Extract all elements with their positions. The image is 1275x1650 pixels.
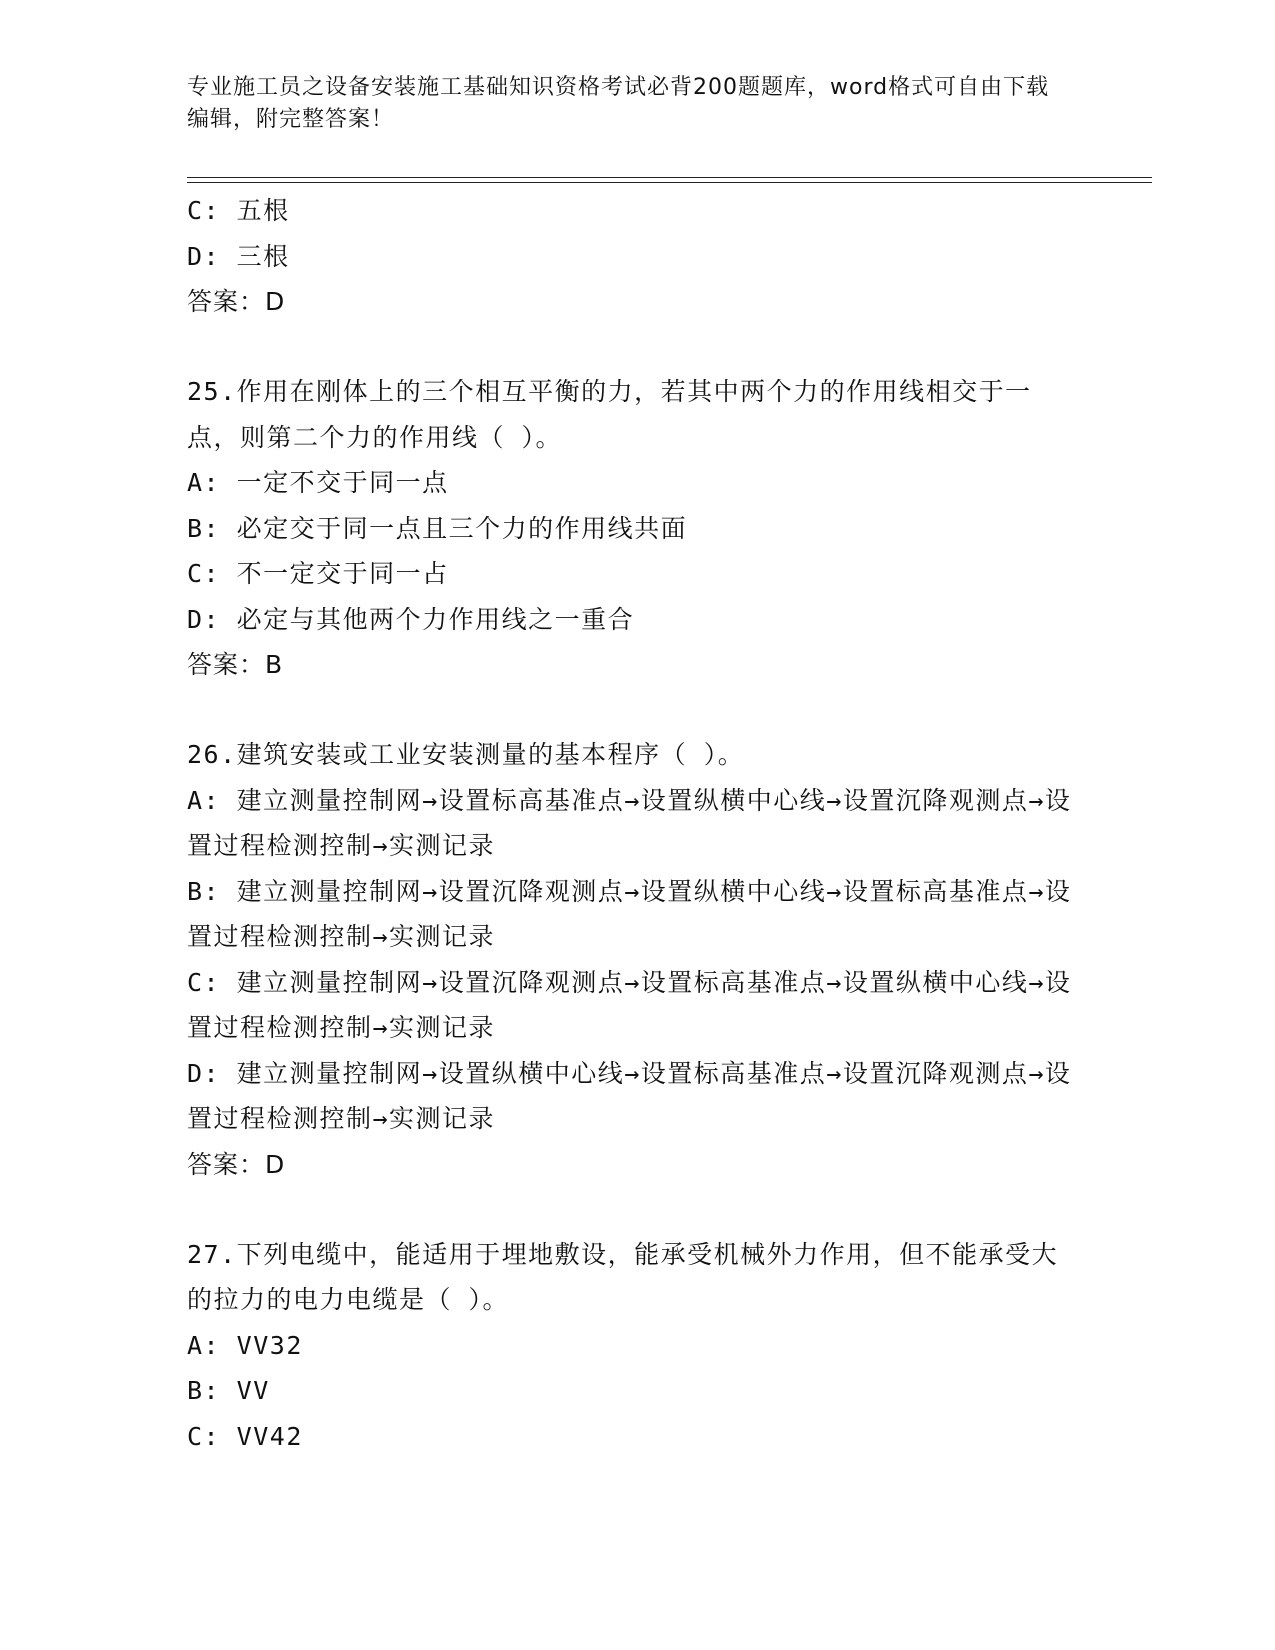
option-label: C: bbox=[187, 196, 221, 225]
option-b bbox=[187, 869, 1077, 960]
option-text: VV32 bbox=[236, 1330, 303, 1360]
option-a bbox=[187, 778, 1077, 869]
answer-line: 答案：D bbox=[187, 287, 286, 316]
option-label: C: bbox=[187, 559, 221, 588]
option-label: B: bbox=[187, 876, 221, 906]
option-c bbox=[187, 188, 1077, 234]
option-text: 必定与其他两个力作用线之一重合 bbox=[236, 604, 635, 634]
option-a bbox=[187, 460, 1077, 506]
option-text: VV42 bbox=[236, 1421, 303, 1451]
option-d bbox=[187, 234, 1077, 280]
option-text: 五根 bbox=[236, 196, 290, 225]
option-text: 三根 bbox=[236, 241, 290, 271]
option-text: 建立测量控制网→设置沉降观测点→设置纵横中心线→设置标高基准点→设置过程检测控制→实测记录 bbox=[187, 876, 1072, 951]
option-label: A: bbox=[187, 1330, 221, 1360]
option-text: 建立测量控制网→设置纵横中心线→设置标高基准点→设置沉降观测点→设置过程检测控制→实测记录 bbox=[187, 1058, 1072, 1133]
prev-question-options bbox=[187, 188, 1077, 325]
document-header: 专业施工员之设备安装施工基础知识资格考试必背200题题库，word格式可自由下载编辑，附完整答案！ bbox=[187, 75, 1050, 132]
question-stem: 26.建筑安装或工业安装测量的基本程序（ ）。 bbox=[187, 740, 745, 769]
option-b bbox=[187, 506, 1077, 552]
answer-line: 答案：B bbox=[187, 650, 284, 679]
option-d bbox=[187, 597, 1077, 643]
answer-line: 答案：D bbox=[187, 1149, 286, 1179]
option-label: B: bbox=[187, 1376, 221, 1405]
question-25 bbox=[187, 369, 1077, 688]
document-body bbox=[187, 188, 1077, 1459]
question-27 bbox=[187, 1232, 1077, 1460]
option-text: 建立测量控制网→设置沉降观测点→设置标高基准点→设置纵横中心线→设置过程检测控制→实测记录 bbox=[187, 967, 1072, 1042]
option-label: D: bbox=[187, 241, 221, 271]
option-label: A: bbox=[187, 785, 221, 815]
option-label: A: bbox=[187, 468, 221, 497]
option-label: B: bbox=[187, 513, 221, 543]
option-c bbox=[187, 960, 1077, 1051]
option-text: VV bbox=[236, 1376, 270, 1405]
option-c bbox=[187, 1414, 1077, 1460]
spacer bbox=[187, 1188, 1077, 1232]
option-text: 必定交于同一点且三个力的作用线共面 bbox=[236, 513, 688, 543]
option-text: 不一定交于同一占 bbox=[236, 559, 449, 588]
header-rule-bottom bbox=[187, 182, 1152, 183]
option-b bbox=[187, 1368, 1077, 1414]
option-c bbox=[187, 551, 1077, 597]
question-stem: 27.下列电缆中，能适用于埋地敷设，能承受机械外力作用，但不能承受大的拉力的电力电缆是（ ）。 bbox=[187, 1239, 1059, 1314]
spacer bbox=[187, 325, 1077, 369]
spacer bbox=[187, 688, 1077, 732]
option-label: D: bbox=[187, 1058, 221, 1088]
option-label: C: bbox=[187, 1421, 221, 1451]
option-d bbox=[187, 1051, 1077, 1142]
option-text: 一定不交于同一点 bbox=[236, 468, 449, 497]
option-label: C: bbox=[187, 967, 221, 997]
header-rule-top bbox=[187, 177, 1152, 178]
question-stem: 25.作用在刚体上的三个相互平衡的力，若其中两个力的作用线相交于一点，则第二个力的作用线（ ）。 bbox=[187, 377, 1032, 452]
option-label: D: bbox=[187, 604, 221, 634]
question-26 bbox=[187, 732, 1077, 1188]
option-a bbox=[187, 1323, 1077, 1369]
option-text: 建立测量控制网→设置标高基准点→设置纵横中心线→设置沉降观测点→设置过程检测控制→实测记录 bbox=[187, 785, 1072, 860]
